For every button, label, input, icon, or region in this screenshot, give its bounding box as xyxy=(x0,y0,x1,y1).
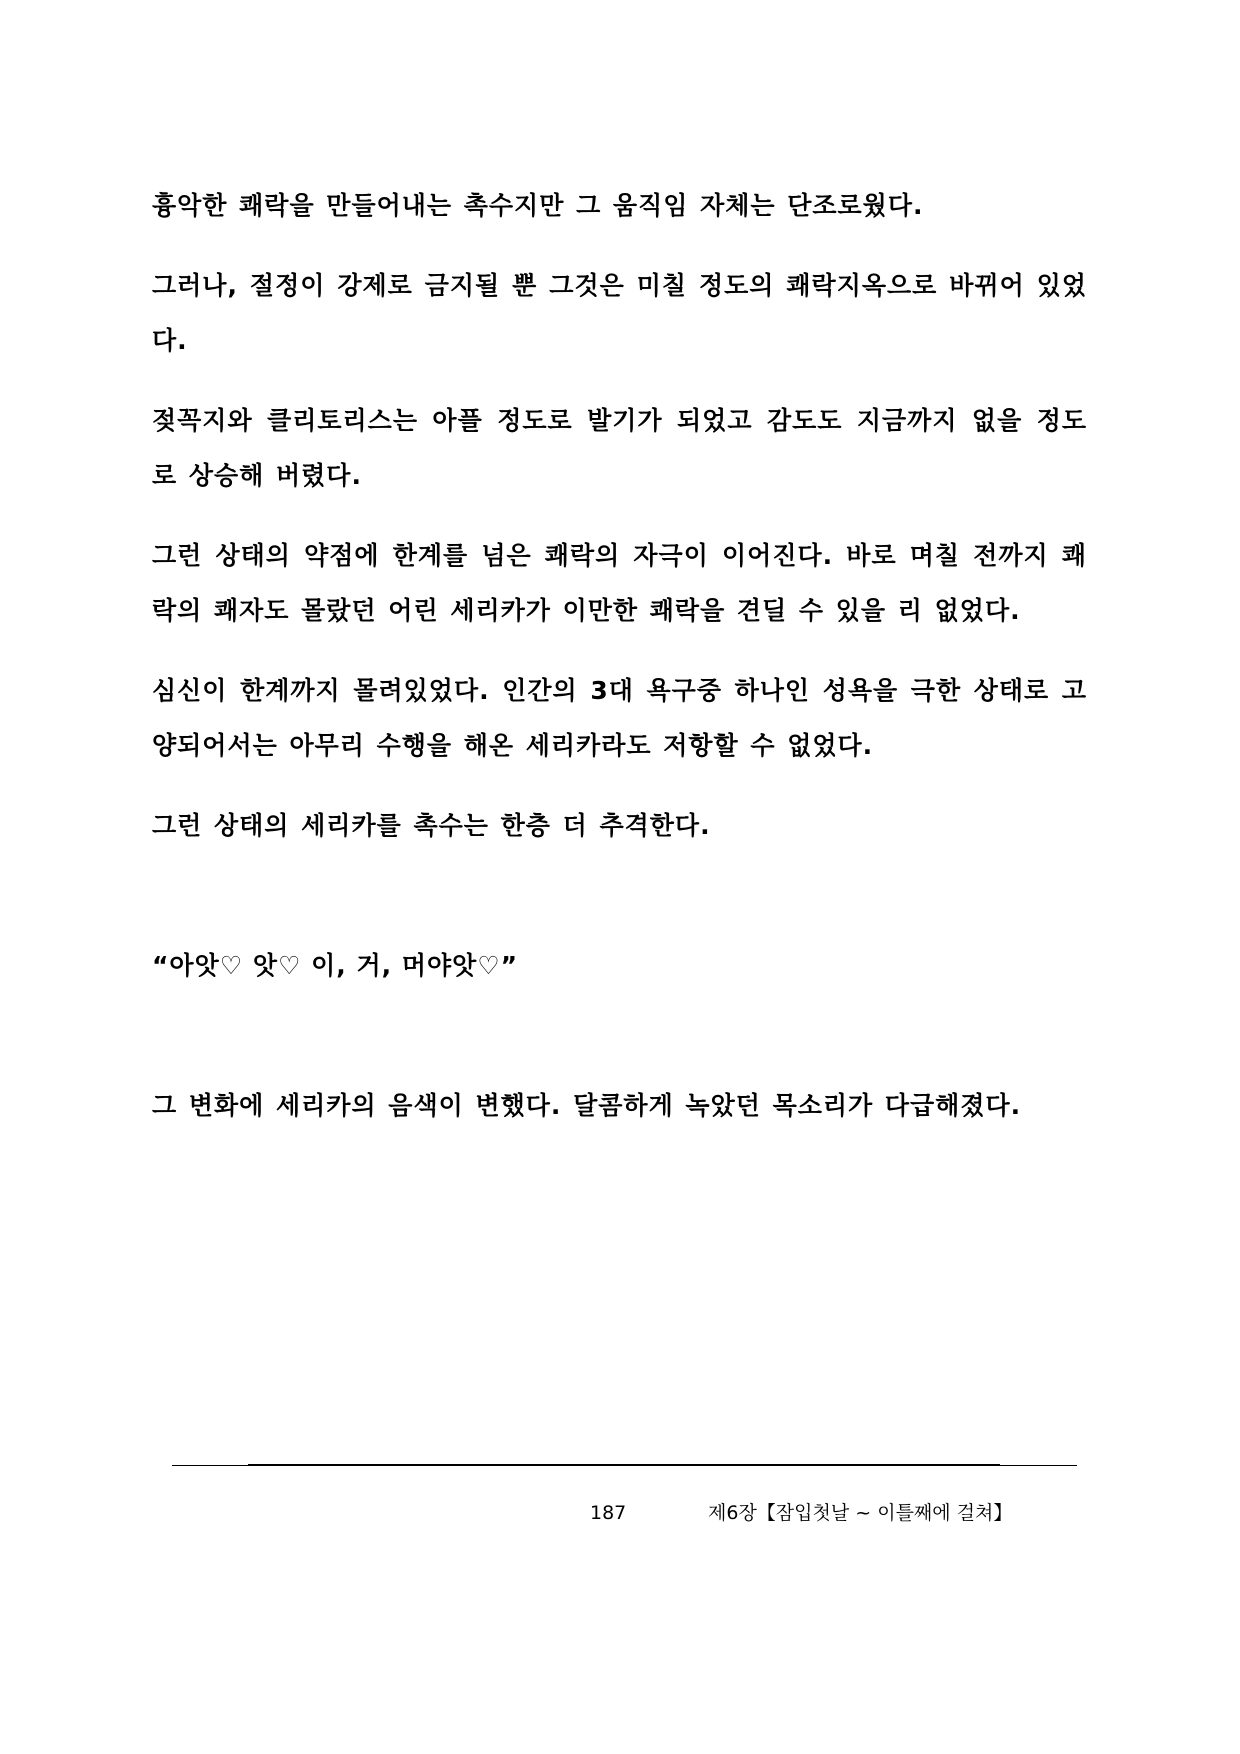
blank-line xyxy=(152,1018,1087,1078)
footer-rule-accent xyxy=(248,1464,1000,1466)
blank-line xyxy=(152,878,1087,938)
page-footer xyxy=(560,1498,1080,1528)
paragraph-6: 그런 상태의 세리카를 촉수는 한층 더 추격한다. xyxy=(152,811,711,840)
chapter-title: 제6장【잠입첫날 ~ 이틀째에 걸쳐】 xyxy=(708,1502,1013,1524)
closing-paragraph: 그 변화에 세리카의 음색이 변했다. 달콤하게 녹았던 목소리가 다급해졌다. xyxy=(152,1091,1022,1120)
paragraph-3: 젖꼭지와 클리토리스는 아플 정도로 발기가 되었고 감도도 지금까지 없을 정도로 상승해 버렸다. xyxy=(152,406,1087,490)
page-number: 187 xyxy=(590,1502,627,1524)
paragraph-2: 그러나, 절정이 강제로 금지될 뿐 그것은 미칠 정도의 쾌락지옥으로 바뀌어 있었다. xyxy=(152,271,1087,355)
paragraph-5: 심신이 한계까지 몰려있었다. 인간의 3대 욕구중 하나인 성욕을 극한 상태로 고양되어서는 아무리 수행을 해온 세리카라도 저항할 수 없었다. xyxy=(152,676,1087,760)
dialogue-line: “아앗♡ 앗♡ 이, 거, 머야앗♡” xyxy=(152,951,519,980)
paragraph-1: 흉악한 쾌락을 만들어내는 촉수지만 그 움직임 자체는 단조로웠다. xyxy=(152,191,924,220)
paragraph-4: 그런 상태의 약점에 한계를 넘은 쾌락의 자극이 이어진다. 바로 며칠 전까지 쾌락의 쾌자도 몰랐던 어린 세리카가 이만한 쾌락을 견딜 수 있을 리 없었다. xyxy=(152,541,1087,625)
body-text xyxy=(152,178,1087,1158)
